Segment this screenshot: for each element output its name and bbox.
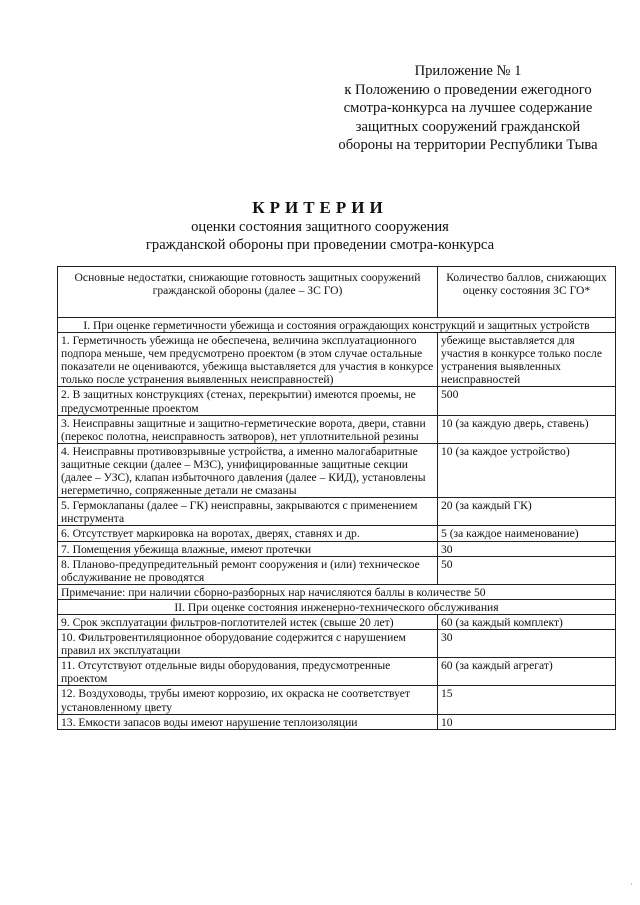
table-row — [58, 658, 616, 686]
annex-line-3: смотра-конкурса на лучшее содержание — [343, 100, 593, 117]
deficiency-text: 1. Герметичность убежища не обеспечена, величина эксплуатационного подпора меньше, чем предусмотрено проектом (в этом случае остальные показатели не оцениваются, убежища выставляется для участия в конкурсе только после устранения выявленных неисправностей) — [58, 333, 438, 387]
deficiency-text: 5. Гермоклапаны (далее – ГК) неисправны, закрываются с применением инструмента — [58, 498, 438, 526]
deficiency-text: 12. Воздуховоды, трубы имеют коррозию, их окраска не соответствует установленному цвету — [58, 686, 438, 714]
note-text: Примечание: при наличии сборно-разборных нар начисляются баллы в количестве 50 — [58, 584, 616, 599]
section-1-heading: I. При оценке герметичности убежища и состояния ограждающих конструкций и защитных устройств — [58, 318, 616, 333]
annex-line-1: Приложение № 1 — [414, 63, 522, 79]
table-row — [58, 443, 616, 497]
score-text: 15 — [438, 686, 616, 714]
table-row — [58, 686, 616, 714]
deficiency-text: 8. Планово-предупредительный ремонт сооружения и (или) техническое обслуживание не проводятся — [58, 556, 438, 584]
score-text: 10 — [438, 714, 616, 729]
score-text: убежище выставляется для участия в конкурсе только после устранения выявленных неисправностей — [438, 333, 616, 387]
table-row — [58, 541, 616, 556]
deficiency-text: 9. Срок эксплуатации фильтров-поглотителей истек (свыше 20 лет) — [58, 614, 438, 629]
section-1-row — [58, 318, 616, 333]
table-row — [58, 614, 616, 629]
table-row — [58, 415, 616, 443]
score-text: 10 (за каждую дверь, ставень) — [438, 415, 616, 443]
score-text: 30 — [438, 541, 616, 556]
deficiency-text: 13. Емкости запасов воды имеют нарушение теплоизоляции — [58, 714, 438, 729]
header-col-score: Количество баллов, снижающих оценку состояния ЗС ГО* — [438, 267, 616, 318]
header-col-deficiencies: Основные недостатки, снижающие готовность защитных сооружений гражданской обороны (далее – ЗС ГО) — [58, 267, 438, 318]
subtitle-line-1: оценки состояния защитного сооружения — [191, 219, 449, 235]
note-row — [58, 584, 616, 599]
score-text: 30 — [438, 630, 616, 658]
criteria-table — [57, 266, 616, 730]
document-subtitle — [0, 219, 640, 254]
annex-line-2: к Положению о проведении ежегодного — [344, 81, 592, 98]
table-row — [58, 630, 616, 658]
deficiency-text: 4. Неисправны противовзрывные устройства, а именно малогабаритные защитные секции (далее – МЗС), унифицированные защитные секции (далее – УЗС), клапан избыточного давления (далее – КИД), установлены негерметично, сопряженные детали не смазаны — [58, 443, 438, 497]
subtitle-line-2: гражданской обороны при проведении смотра-конкурса — [145, 236, 495, 253]
score-text: 20 (за каждый ГК) — [438, 498, 616, 526]
deficiency-text: 10. Фильтровентиляционное оборудование содержится с нарушением правил их эксплуатации — [58, 630, 438, 658]
score-text: 60 (за каждый агрегат) — [438, 658, 616, 686]
document-title: КРИТЕРИИ — [252, 198, 388, 217]
annex-block — [318, 62, 618, 155]
score-text: 5 (за каждое наименование) — [438, 526, 616, 541]
score-text: 50 — [438, 556, 616, 584]
table-row — [58, 714, 616, 729]
annex-line-4: защитных сооружений гражданской — [355, 118, 581, 135]
table-header-row — [58, 267, 616, 318]
score-text: 10 (за каждое устройство) — [438, 443, 616, 497]
section-2-heading: II. При оценке состояния инженерно-технического обслуживания — [58, 599, 616, 614]
deficiency-text: 7. Помещения убежища влажные, имеют протечки — [58, 541, 438, 556]
score-text: 500 — [438, 387, 616, 415]
deficiency-text: 2. В защитных конструкциях (стенах, перекрытии) имеются проемы, не предусмотренные проектом — [58, 387, 438, 415]
section-2-row — [58, 599, 616, 614]
table-row — [58, 333, 616, 387]
annex-line-5: обороны на территории Республики Тыва — [338, 137, 598, 154]
deficiency-text: 6. Отсутствует маркировка на воротах, дверях, ставнях и др. — [58, 526, 438, 541]
scan-mark: · — [630, 880, 633, 889]
deficiency-text: 11. Отсутствуют отдельные виды оборудования, предусмотренные проектом — [58, 658, 438, 686]
score-text: 60 (за каждый комплект) — [438, 614, 616, 629]
table-row — [58, 526, 616, 541]
deficiency-text: 3. Неисправны защитные и защитно-герметические ворота, двери, ставни (перекос полотна, неисправность затворов), нет уплотнительной резины — [58, 415, 438, 443]
table-row — [58, 556, 616, 584]
table-row — [58, 387, 616, 415]
table-row — [58, 498, 616, 526]
